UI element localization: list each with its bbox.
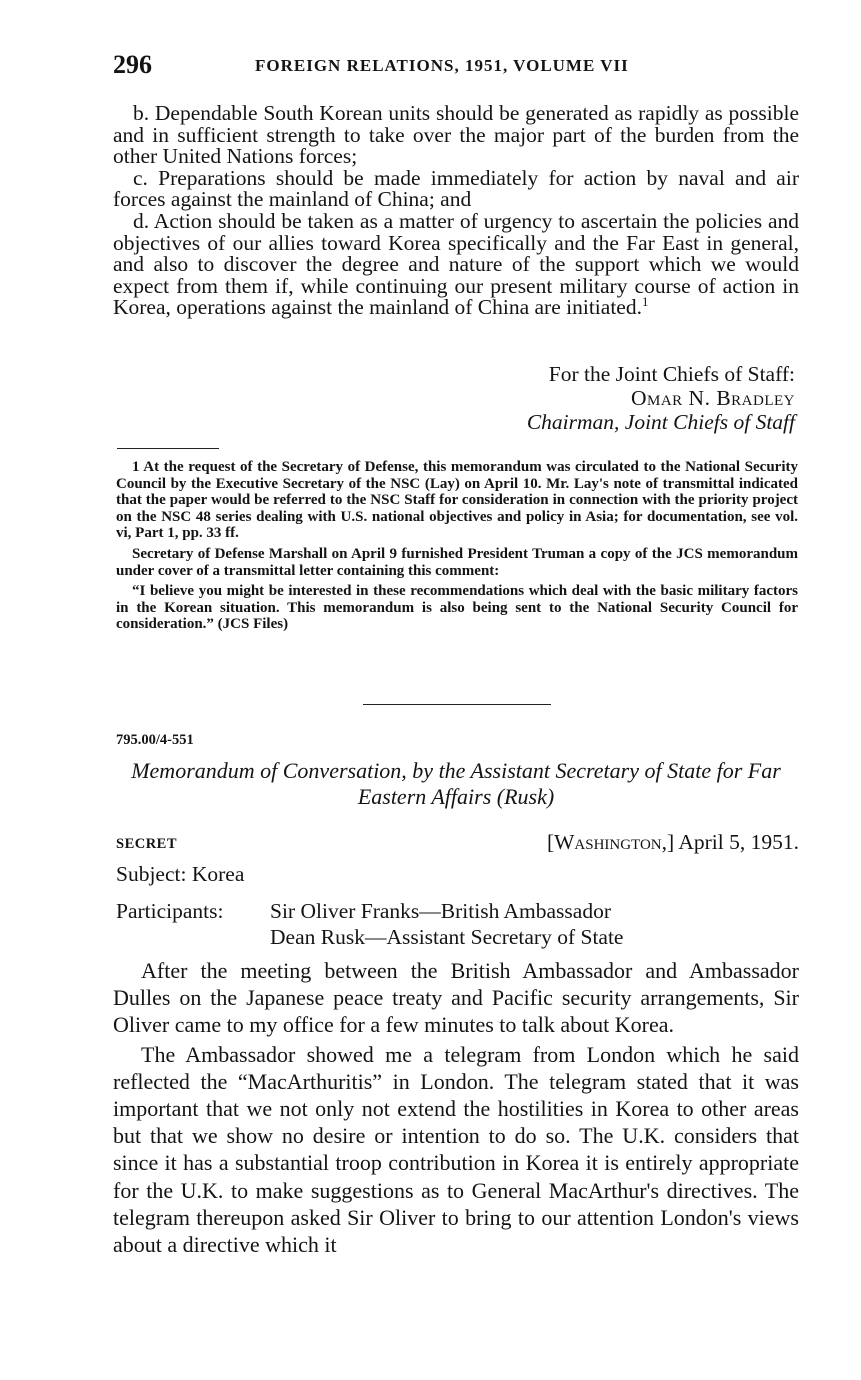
subject-label: Subject:: [116, 862, 187, 886]
footnote-marker: 1: [641, 295, 649, 310]
page-header: [113, 50, 799, 84]
footnotes: [116, 459, 798, 637]
document-title: Memorandum of Conversation, by the Assistant Secretary of State for Far Eastern Affairs (Rusk): [131, 758, 781, 809]
footnote-1-quote: “I believe you might be interested in these recommendations which deal with the basic military factors in the Korean situation. This memorandum is also being sent to the National Security Council for consideration.” (JCS Files): [116, 583, 798, 633]
signatory-title: Chairman, Joint Chiefs of Staff: [526, 410, 795, 434]
paragraph-b: b. Dependable South Korean units should be generated as rapidly as possible and in sufficient strength to take over the major part of the burden from the other United Nations forces;: [113, 101, 799, 169]
date: April 5, 1951.: [678, 830, 799, 854]
paragraph-c: c. Preparations should be made immediately for action by naval and air forces against the mainland of China; and: [113, 165, 799, 212]
participant-2: Dean Rusk—Assistant Secretary of State: [270, 925, 624, 949]
body-paragraph-2: The Ambassador showed me a telegram from London which he said reflected the “MacArthuritis” in London. The telegram stated that it was important that we not only not extend the hostilities in Korea to other areas but that we show no desire or intention to do so. The U.K. considers that since it has a substantial troop contribution in Korea it is entirely appropriate for the U.K. to make suggestions as to General MacArthur's directives. The telegram thereupon asked Sir Oliver to bring to our attention London's views about a directive which it: [113, 1041, 799, 1258]
footnote-1: 1 At the request of the Secretary of Defense, this memorandum was circulated to the National Security Council by the Executive Secretary of the NSC (Lay) on April 10. Mr. Lay's note of transmittal indicated that the paper would be referred to the NSC Staff for consideration in connection with the priority project on the NSC 48 series dealing with U.S. national objectives and policy in Asia; for documentation, see vol. vi, Part 1, pp. 33 ff.: [116, 459, 798, 542]
place-date: [547, 830, 799, 855]
signatory-name: Omar N. Bradley: [630, 386, 795, 410]
paragraph-d: d. Action should be taken as a matter of urgency to ascertain the policies and objectives of our allies toward Korea specifically and the Far East in general, and also to discover the degree and nature of the support which we would expect from them if, while continuing our present military course of action in Korea, operations against the mainland of China are initiated.$^1$: [113, 208, 799, 320]
footnote-divider: [117, 448, 219, 449]
footnote-1-cont: Secretary of Defense Marshall on April 9 furnished President Truman a copy of the JCS memorandum under cover of a transmittal letter containing this comment:: [116, 545, 798, 579]
memorandum-body: [113, 957, 799, 1260]
participants-block: [116, 898, 623, 950]
place: [Washington,]: [546, 830, 675, 854]
signature-block: [527, 362, 795, 434]
subject-line: [116, 862, 244, 887]
subject-value: Korea: [191, 862, 245, 886]
section-divider: [363, 704, 551, 705]
recommendations-text: [113, 103, 799, 319]
signature-line: For the Joint Chiefs of Staff:: [548, 362, 795, 386]
page-number: 296: [113, 50, 152, 79]
participants-label: Participants:: [116, 899, 224, 923]
document-id: 795.00/4-551: [116, 732, 194, 748]
classification: SECRET: [116, 836, 178, 852]
running-head: FOREIGN RELATIONS, 1951, VOLUME VII: [255, 56, 629, 75]
participant-1: Sir Oliver Franks—British Ambassador: [270, 899, 611, 923]
body-paragraph-1: After the meeting between the British Ambassador and Ambassador Dulles on the Japanese peace treaty and Pacific security arrangements, Sir Oliver came to my office for a few minutes to talk about Korea.: [113, 958, 799, 1038]
